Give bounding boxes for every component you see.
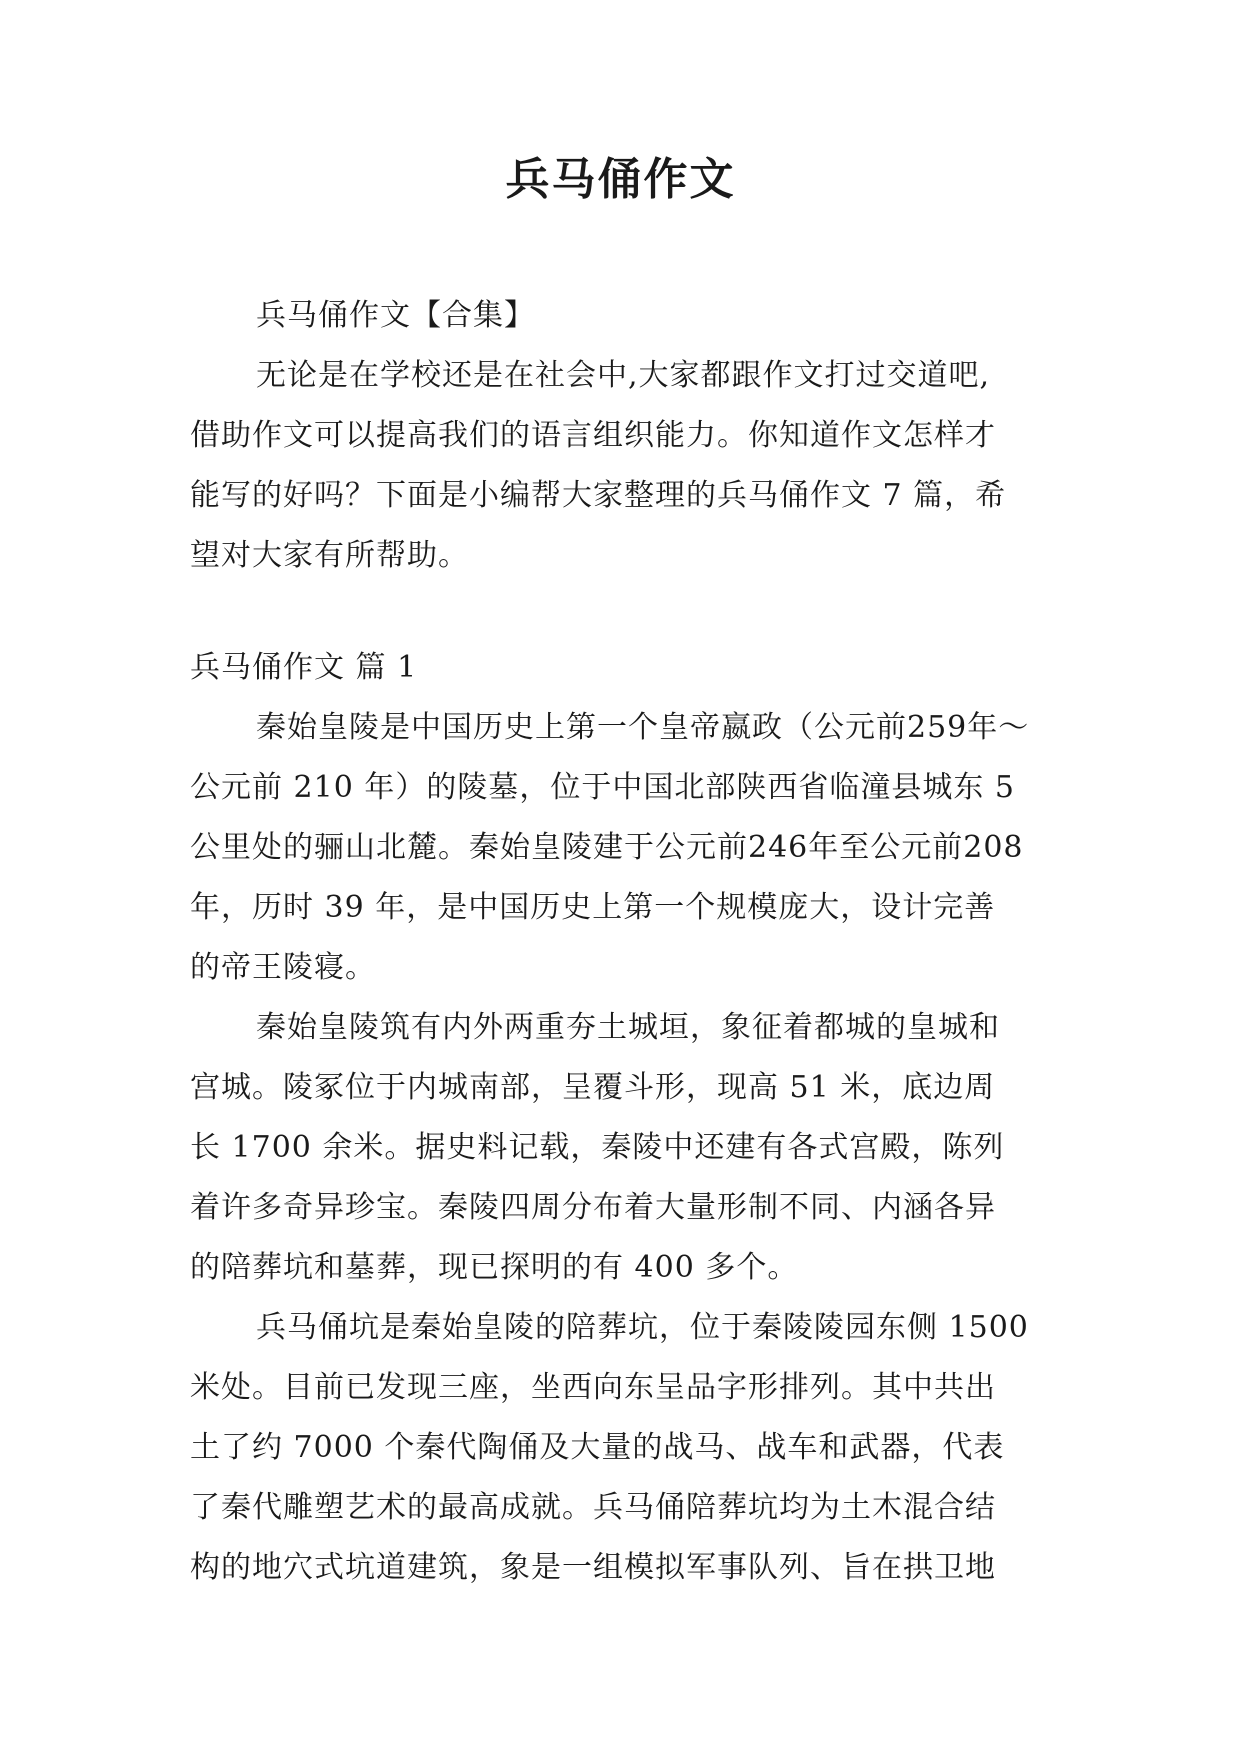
paragraph-3-line: 兵马俑坑是秦始皇陵的陪葬坑，位于秦陵陵园东侧 1500 — [256, 1310, 1029, 1345]
section-spacer — [190, 586, 1052, 638]
paragraph-1-line: 秦始皇陵是中国历史上第一个皇帝嬴政（公元前259年～ — [256, 710, 1030, 745]
paragraph-2-line: 长 1700 余米。据史料记载，秦陵中还建有各式宫殿，陈列 — [190, 1130, 1005, 1165]
intro-line: 望对大家有所帮助。 — [190, 538, 469, 573]
intro-line: 能写的好吗？下面是小编帮大家整理的兵马俑作文 7 篇，希 — [190, 478, 1007, 513]
paragraph-2-line: 的陪葬坑和墓葬，现已探明的有 400 多个。 — [190, 1250, 799, 1285]
intro-line: 无论是在学校还是在社会中,大家都跟作文打过交道吧, — [256, 358, 991, 393]
paragraph-3-line: 构的地穴式坑道建筑，象是一组模拟军事队列、旨在拱卫地 — [190, 1550, 996, 1585]
paragraph-1-line: 公里处的骊山北麓。秦始皇陵建于公元前246年至公元前208 — [190, 830, 1024, 865]
paragraph-3-line: 土了约 7000 个秦代陶俑及大量的战马、战车和武器，代表 — [190, 1430, 1005, 1465]
paragraph-3-line: 了秦代雕塑艺术的最高成就。兵马俑陪葬坑均为土木混合结 — [190, 1490, 996, 1525]
document-title: 兵马俑作文 — [505, 154, 736, 205]
paragraph-1-line: 的帝王陵寝。 — [190, 950, 376, 985]
paragraph-2-line: 宫城。陵冢位于内城南部，呈覆斗形，现高 51 米，底边周 — [190, 1070, 996, 1105]
paragraph-3-line: 米处。目前已发现三座，坐西向东呈品字形排列。其中共出 — [190, 1370, 996, 1405]
paragraph-1-line: 公元前 210 年）的陵墓，位于中国北部陕西省临潼县城东 5 — [190, 770, 1015, 805]
document-body — [190, 286, 1052, 1598]
section-heading: 兵马俑作文 篇 1 — [190, 650, 418, 685]
paragraph-2-line: 秦始皇陵筑有内外两重夯土城垣，象征着都城的皇城和 — [256, 1010, 1000, 1045]
subtitle: 兵马俑作文【合集】 — [256, 298, 535, 333]
intro-line: 借助作文可以提高我们的语言组织能力。你知道作文怎样才 — [190, 418, 996, 453]
paragraph-1-line: 年，历时 39 年，是中国历史上第一个规模庞大，设计完善 — [190, 890, 996, 925]
paragraph-2-line: 着许多奇异珍宝。秦陵四周分布着大量形制不同、内涵各异 — [190, 1190, 996, 1225]
